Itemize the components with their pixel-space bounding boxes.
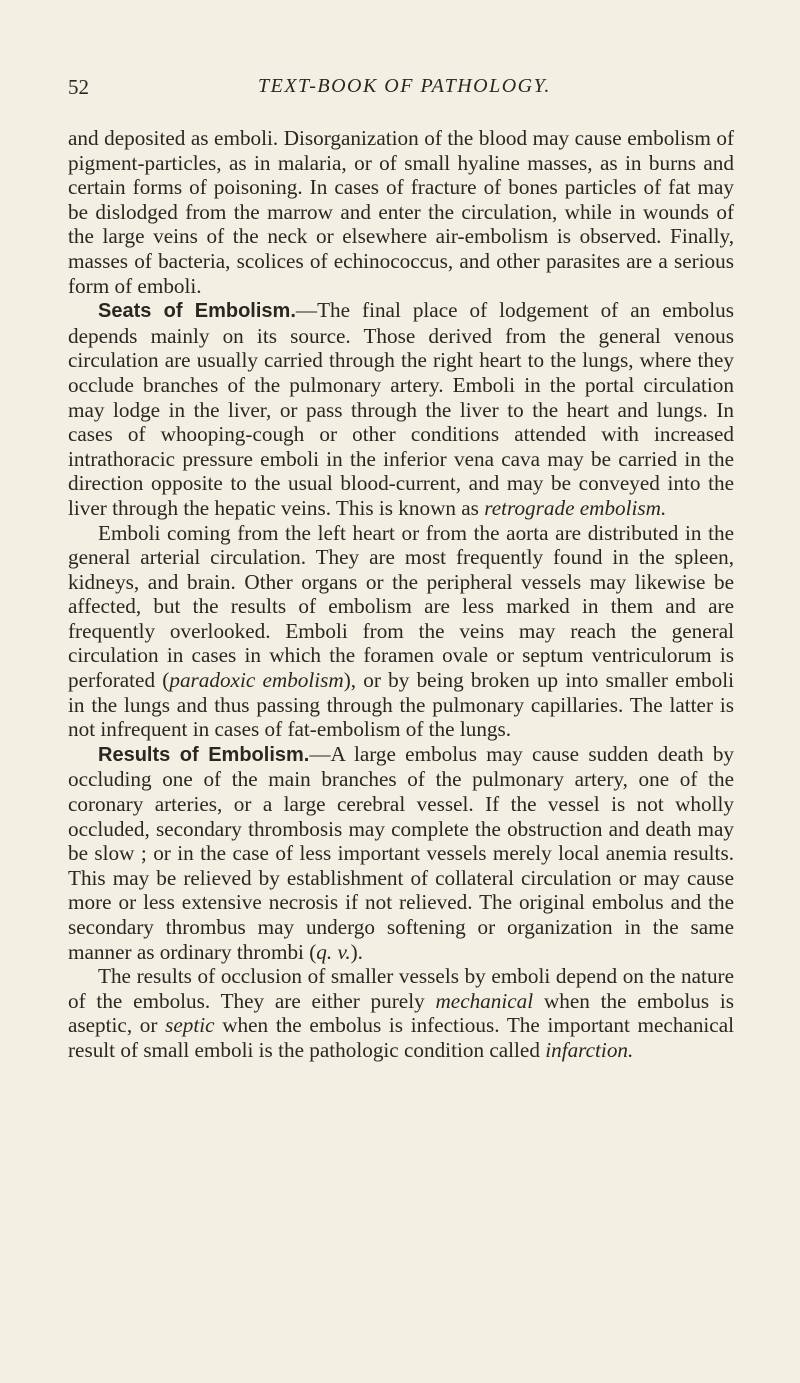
- paragraph-2-emphasis: retrograde embolism.: [484, 495, 667, 520]
- paragraph-3-text-a: Emboli coming from the left heart or from the aorta are distributed in the general arterial circulation. They are most frequently found in the spleen, kidneys, and brain. Other organs or the peripheral vessels may likewise be affected, but the results of embolism are less marked in them and are frequently overlooked. Emboli from the veins may reach the general circulation in cases in which the foramen ovale or septum ventriculorum is perforated (: [68, 520, 734, 693]
- paragraph-3: [68, 521, 734, 742]
- paragraph-3-emphasis: paradoxic embolism: [169, 668, 344, 693]
- paragraph-5-text-c: when the embolus is infectious. The important mechanical result of small emboli is the pathologic condition called: [68, 1013, 734, 1062]
- section-heading-results: Results of Embolism.: [98, 743, 310, 766]
- paragraph-1: [68, 126, 734, 298]
- paragraph-5-text-a: The results of occlusion of smaller vessels by emboli depend on the nature of the embolus. They are either purely: [68, 964, 734, 1013]
- running-title: TEXT-BOOK OF PATHOLOGY.: [258, 75, 551, 97]
- paragraph-4-text-b: ).: [350, 939, 363, 964]
- paragraph-3-text-b: ), or by being broken up into smaller emboli in the lungs and thus passing through the pulmonary capillaries. The latter is not infrequent in cases of fat-embolism of the lungs.: [68, 668, 735, 742]
- paragraph-5-emphasis-infarction: infarction.: [545, 1037, 634, 1062]
- body-text: [68, 126, 734, 1063]
- paragraph-4-emphasis: q. v.: [316, 939, 351, 964]
- paragraph-5-emphasis-septic: septic: [165, 1013, 215, 1038]
- paragraph-5-emphasis-mechanical: mechanical: [435, 988, 534, 1013]
- paragraph-results-of-embolism: [68, 742, 734, 964]
- paragraph-5: [68, 964, 734, 1062]
- page-number: 52: [68, 75, 89, 99]
- paragraph-seats-of-embolism: [68, 298, 734, 520]
- section-heading-seats: Seats of Embolism.: [98, 300, 296, 323]
- paragraph-2-text: —The final place of lodgement of an embolus depends mainly on its source. Those derived from the general venous circulation are usually carried through the right heart to the lungs, where they occlude branches of the pulmonary artery. Emboli in the portal circulation may lodge in the liver, or pass through the liver to the heart and lungs. In cases of whooping-cough or other conditions attended with increased intrathoracic pressure emboli in the inferior vena cava may be carried in the direction opposite to the usual blood-current, and may be conveyed into the liver through the hepatic veins. This is known as: [68, 298, 734, 520]
- page-header: [68, 75, 734, 105]
- paragraph-4-text-a: —A large embolus may cause sudden death by occluding one of the main branches of the pulmonary artery, one of the coronary arteries, or a large cerebral vessel. If the vessel is not wholly occluded, secondary thrombosis may complete the obstruction and death may be slow ; or in the case of less important vessels merely local anemia results. This may be relieved by establishment of collateral circulation or may cause more or less extensive necrosis if not relieved. The original embolus and the secondary thrombus may undergo softening or organization in the same manner as ordinary thrombi (: [68, 741, 735, 964]
- paragraph-5-text-b: when the embolus is aseptic, or: [68, 988, 734, 1038]
- paragraph-1-text: and deposited as emboli. Disorganization of the blood may cause embolism of pigment-particles, as in malaria, or of small hyaline masses, as in burns and certain forms of poisoning. In cases of fracture of bones particles of fat may be dislodged from the marrow and enter the circulation, while in wounds of the large veins of the neck or elsewhere air-embolism is observed. Finally, masses of bacteria, scolices of echinococcus, and other parasites are a serious form of emboli.: [68, 126, 734, 298]
